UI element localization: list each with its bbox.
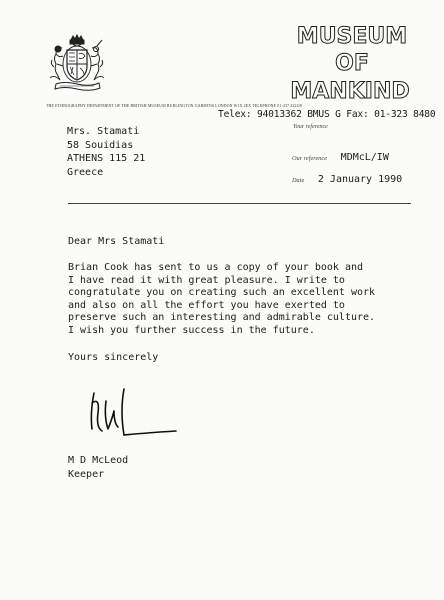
address-line: Mrs. Stamati (67, 126, 140, 137)
logo-line-of: OF (335, 51, 369, 76)
logo-line-mankind: MANKIND (290, 79, 410, 104)
our-reference-row (292, 145, 389, 164)
our-reference-value: MDMcL/IW (340, 152, 389, 163)
your-reference-label: Your reference (293, 124, 328, 130)
department-address-line: THE ETHNOGRAPHY DEPARTMENT OF THE BRITISH MUSEUM BURLINGTON GARDENS LONDON W1X 2EX TELEPHONE 01-437 2224/8 (46, 104, 303, 108)
royal-coat-of-arms-icon (44, 34, 110, 96)
recipient-address (67, 125, 145, 179)
signer-name: M D McLeod (68, 455, 129, 466)
logo-line-museum: MUSEUM (296, 24, 408, 49)
museum-of-mankind-logo (290, 18, 410, 104)
divider (68, 203, 411, 204)
body-line: Brian Cook has sent to us a copy of your book and (68, 262, 364, 273)
handwritten-signature (84, 383, 184, 445)
date-value: 2 January 1990 (317, 174, 403, 185)
body-line: preserve such an interesting and admirable culture. (68, 312, 376, 324)
body-line: I wish you further success in the future. (68, 324, 315, 336)
body-line: congratulate you on creating such an excellent work (68, 287, 376, 299)
body-line: and also on all the effort you have exerted to (68, 299, 345, 311)
address-line: ATHENS 115 21 (67, 153, 146, 164)
salutation: Dear Mrs Stamati (68, 236, 165, 247)
telex-fax-line: Telex: 94013362 BMUS G Fax: 01-323 8480 (218, 109, 436, 120)
address-line: Greece (67, 166, 104, 178)
closing: Yours sincerely (68, 352, 159, 363)
date-label: Date (292, 177, 305, 184)
signer-block (68, 454, 128, 481)
date-row (292, 167, 402, 186)
address-line: 58 Souidias (67, 139, 134, 151)
body-line: I have read it with great pleasure. I write to (68, 274, 345, 286)
our-reference-label: Our reference (292, 155, 328, 162)
letter-body (68, 262, 375, 338)
signer-title: Keeper (68, 468, 105, 480)
